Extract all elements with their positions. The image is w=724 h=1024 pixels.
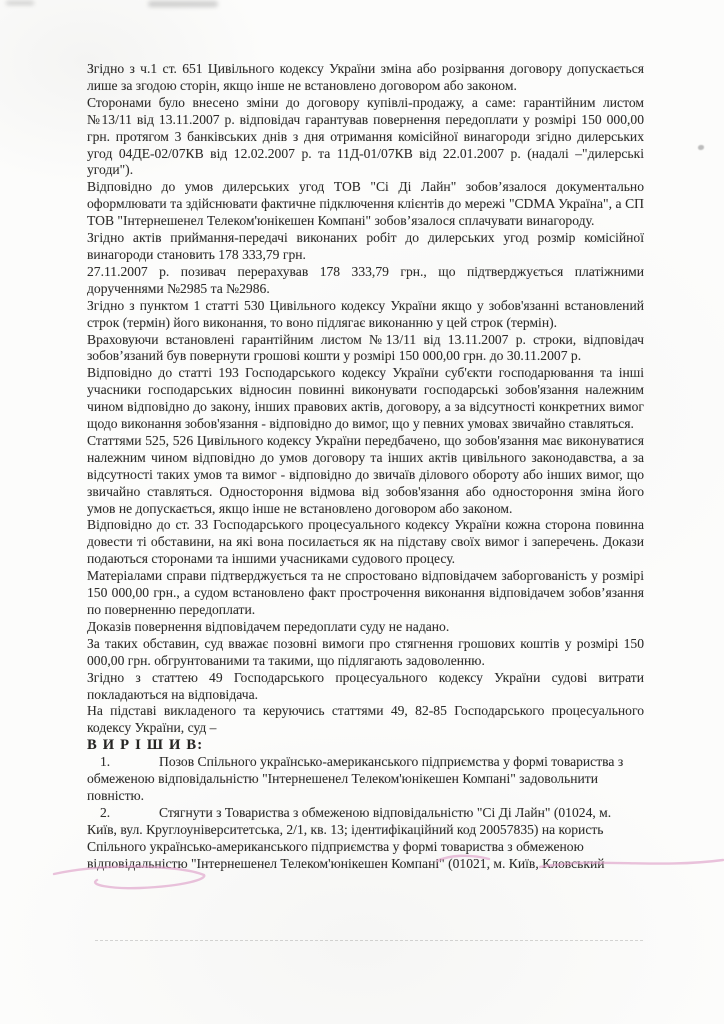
scan-speck: [698, 145, 704, 150]
paragraph-law-525-526: Статтями 525, 526 Цивільного кодексу України передбачено, що зобов'язання має виконуватися належним чином відповідно до умов договору та інших актів цивільного законодавства, а за відсутності таких умов та вимог - відповідно до звичаїв ділового обороту або інших вимог, що звичайно ставляться. Одностороння відмова від зобов'язання або одностороння зміна його умов не допускається, якщо інше не встановлено договором або законом.: [87, 432, 644, 516]
paragraph-law-33: Відповідно до ст. 33 Господарського процесуального кодексу України кожна сторона повинна довести ті обставини, на які вона посилається як на підставу своїх вимог і заперечень. Докази подаються сторонами та іншими учасниками судового процесу.: [87, 517, 644, 567]
paragraph-law-651: Згідно з ч.1 ст. 651 Цивільного кодексу України зміна або розірвання договору допускається лише за згодою сторін, якщо інше не встановлено договором або законом.: [87, 61, 644, 93]
paragraph-payment-orders: 27.11.2007 р. позивач перерахував 178 333,79 грн., що підтверджується платіжними дорученнями №2985 та №2986.: [87, 263, 644, 296]
paragraph-guarantee-letter: Сторонами було внесено зміни до договору купівлі-продажу, а саме: гарантійним листом №13/11 від 13.11.2007 р. відповідач гарантував повернення передоплати у розмірі 150 000,00 грн. протягом 3 банківських днів з дня отримання комісійної винагороди згідно дилерських угод 04ДЕ-02/07КВ від 12.02.2007 р. та 11Д-01/07КВ від 22.01.2007 р. (надалі –"дилерські угоди").: [87, 94, 644, 178]
scan-smudge: [6, 1, 34, 5]
paragraph-law-193: Відповідно до статті 193 Господарського кодексу України суб'єкти господарювання та інші учасники господарських відносин повинні виконувати господарські зобов'язання належним чином відповідно до закону, інших правових актів, договору, а за відсутності конкретних вимог щодо виконання зобов'язання - відповідно до вимог, що у певних умовах звичайно ставляться.: [87, 365, 644, 432]
ruling-heading: В И Р І Ш И В:: [87, 737, 204, 754]
ruling-item-number: 2.: [100, 804, 111, 820]
paragraph-debt-confirmed: Матеріалами справи підтверджується та не спростовано відповідачем заборгованість у розмірі 150 000,00 грн., а судом встановлено факт прострочення виконання відповідачем зобов’язання по поверненню передоплати.: [87, 568, 644, 617]
paragraph-law-530: Згідно з пунктом 1 статті 530 Цивільного кодексу України якщо у зобов'язанні встановлений строк (термін) його виконання, то воно підлягає виконанню у цей строк (термін).: [87, 297, 644, 330]
ruling-item-text: Позов Спільного українсько-американського підприємства у формі товариства з обмеженою відповідальністю "Інтернешенел Телеком'юнікешен Компані" задовольнити повністю.: [87, 754, 624, 803]
ruling-item-2: [87, 805, 644, 873]
scan-artifact-line: [95, 940, 643, 941]
ruling-item-text: Стягнути з Товариства з обмеженою відповідальністю "Сі Ді Лайн" (01024, м. Київ, вул. Круглоуніверситетська, 2/1, кв. 13; ідентифікаційний код 20057835) на користь Спільного українсько-американського підприємства у формі товариства з обмеженою відповідальністю "Інтернешенел Телеком'юнікешен Компані" (01021, м. Київ, Кловський: [87, 804, 612, 871]
paragraph-return-deadline: Враховуючи встановлені гарантійним листом №13/11 від 13.11.2007 р. строки, відповідач зобов’язаний був повернути грошові кошти у розмірі 150 000,00 грн. до 30.11.2007 р.: [87, 331, 644, 364]
paragraph-dealer-agreements: Відповідно до умов дилерських угод ТОВ "Сі Ді Лайн" зобов’язалося документально оформлювати та здійснювати фактичне підключення клієнтів до мережі "CDMA Україна", а СП ТОВ "Інтернешенел Телеком'юнікешен Компані" зобов’язалося сплачувати винагороду.: [87, 179, 644, 229]
paragraph-conclusion: На підставі викладеного та керуючись статтями 49, 82-85 Господарського процесуального кодексу України, суд –: [87, 703, 644, 736]
ruling-item-number: 1.: [100, 754, 111, 770]
paragraph-law-49: Згідно з статтею 49 Господарського процесуального кодексу України судові витрати покладаються на відповідача.: [87, 669, 644, 702]
scan-smudge: [148, 1, 218, 7]
paragraph-no-evidence: Доказів повернення відповідачем передоплати суду не надано.: [87, 618, 450, 634]
court-decision-text: [87, 61, 644, 873]
ruling-item-1: [87, 754, 644, 805]
paragraph-commission-amount: Згідно актів приймання-передачі виконаних робіт до дилерських угод розмір комісійної винагороди становить 178 333,79 грн.: [87, 230, 644, 262]
paragraph-claims-justified: За таких обставин, суд вважає позовні вимоги про стягнення грошових коштів у розмірі 150 000,00 грн. обгрунтованими та такими, що підлягають задоволенню.: [87, 635, 644, 668]
